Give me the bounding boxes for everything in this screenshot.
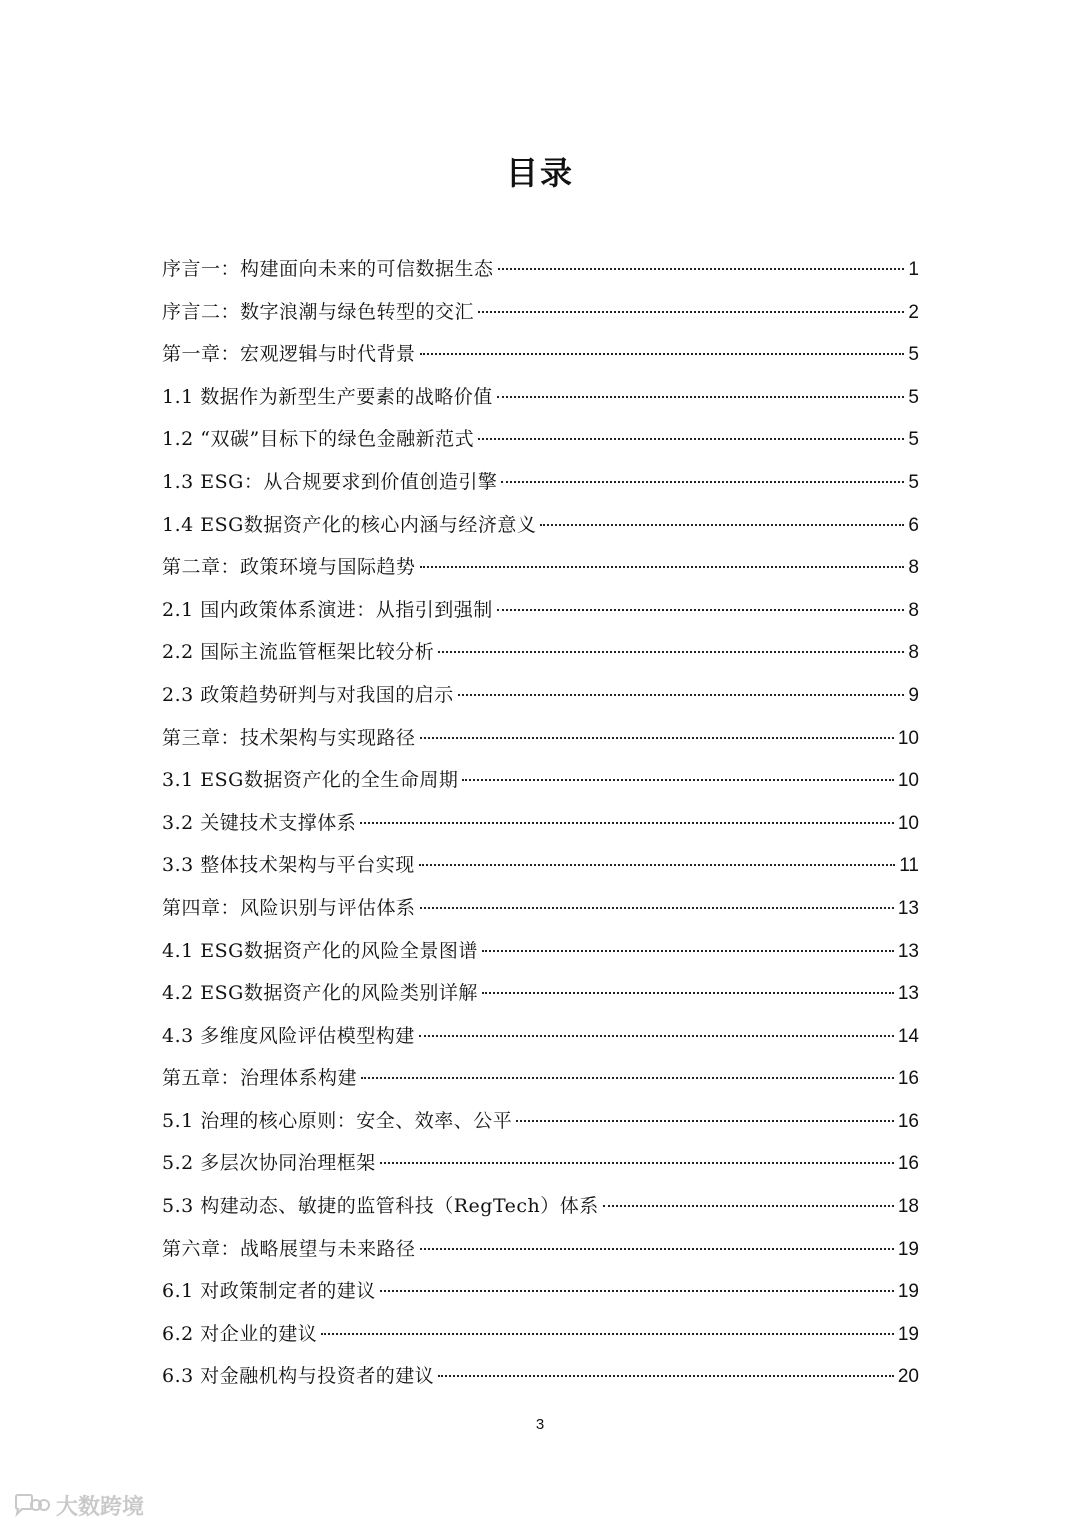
- toc-entry-label: 5.1 治理的核心原则：安全、效率、公平: [162, 1109, 513, 1132]
- toc-entry-label: 第一章：宏观逻辑与时代背景: [162, 343, 416, 366]
- toc-dot-leader: [478, 438, 904, 440]
- toc-entry[interactable]: [162, 844, 919, 887]
- toc-entry-label: 6.1 对政策制定者的建议: [162, 1280, 376, 1303]
- toc-entry-label: 第三章：技术架构与实现路径: [162, 726, 416, 749]
- toc-entry-page: 16: [897, 1110, 919, 1132]
- toc-entry-label: 1.3 ESG：从合规要求到价值创造引擎: [162, 470, 498, 493]
- toc-entry[interactable]: [162, 1057, 919, 1100]
- toc-dot-leader: [458, 694, 905, 696]
- toc-entry-page: 16: [897, 1153, 919, 1175]
- toc-entry[interactable]: [162, 589, 919, 632]
- page-title: 目录: [505, 154, 574, 192]
- toc-dot-leader: [540, 524, 904, 526]
- toc-dot-leader: [462, 779, 894, 781]
- toc-dot-leader: [438, 651, 904, 653]
- toc-entry-label: 3.1 ESG数据资产化的全生命周期: [162, 769, 459, 792]
- toc-entry[interactable]: [162, 333, 919, 376]
- toc-dot-leader: [497, 396, 905, 398]
- toc-entry-page: 8: [908, 599, 919, 621]
- toc-dot-leader: [501, 481, 904, 483]
- toc-entry-label: 3.2 关键技术支撑体系: [162, 811, 357, 834]
- toc-entry-page: 5: [908, 344, 919, 366]
- toc-entry[interactable]: [162, 674, 919, 717]
- toc-dot-leader: [497, 609, 905, 611]
- toc-dot-leader: [420, 1248, 894, 1250]
- toc-entry[interactable]: [162, 418, 919, 461]
- toc-entry-page: 10: [897, 770, 919, 792]
- toc-entry[interactable]: [162, 291, 919, 334]
- toc-dot-leader: [482, 950, 894, 952]
- toc-dot-leader: [482, 992, 894, 994]
- toc-entry-page: 16: [897, 1068, 919, 1090]
- toc-entry-page: 13: [897, 983, 919, 1005]
- toc-entry[interactable]: [162, 972, 919, 1015]
- toc-entry[interactable]: [162, 631, 919, 674]
- toc-entry[interactable]: [162, 1270, 919, 1313]
- toc-entry-label: 1.4 ESG数据资产化的核心内涵与经济意义: [162, 513, 537, 536]
- toc-entry-page: 6: [908, 514, 919, 536]
- toc-dot-leader: [419, 864, 896, 866]
- toc-entry[interactable]: [162, 1142, 919, 1185]
- toc-entry-label: 第五章：治理体系构建: [162, 1067, 358, 1090]
- toc-dot-leader: [420, 907, 894, 909]
- toc-dot-leader: [420, 566, 905, 568]
- toc-entry[interactable]: [162, 546, 919, 589]
- toc-entry-page: 10: [897, 727, 919, 749]
- toc-entry-label: 5.2 多层次协同治理框架: [162, 1152, 376, 1175]
- toc-entry-label: 4.2 ESG数据资产化的风险类别详解: [162, 982, 478, 1005]
- watermark: [12, 1490, 144, 1521]
- toc-entry-label: 2.2 国际主流监管框架比较分析: [162, 641, 435, 664]
- toc-dot-leader: [420, 353, 905, 355]
- toc-entry-label: 1.2 “双碳”目标下的绿色金融新范式: [162, 428, 475, 451]
- toc-dot-leader: [498, 268, 905, 270]
- toc-entry-page: 19: [897, 1238, 919, 1260]
- toc-dot-leader: [478, 311, 904, 313]
- toc-entry-label: 第四章：风险识别与评估体系: [162, 896, 416, 919]
- toc-entry[interactable]: [162, 802, 919, 845]
- toc-entry-page: 14: [897, 1025, 919, 1047]
- toc-dot-leader: [420, 737, 894, 739]
- toc-entry-page: 5: [908, 429, 919, 451]
- toc-entry[interactable]: [162, 248, 919, 291]
- toc-dot-leader: [419, 1035, 894, 1037]
- toc-entry-page: 10: [897, 812, 919, 834]
- page-number: 3: [535, 1416, 545, 1433]
- toc-entry-page: 18: [897, 1196, 919, 1218]
- toc-entry-label: 2.1 国内政策体系演进：从指引到强制: [162, 598, 493, 621]
- speech-bubble-icon: [12, 1493, 50, 1519]
- toc-entry-label: 序言一：构建面向未来的可信数据生态: [162, 258, 494, 280]
- toc-entry-label: 4.1 ESG数据资产化的风险全景图谱: [162, 939, 478, 962]
- toc-entry-page: 9: [908, 684, 919, 706]
- toc-entry-page: 13: [897, 940, 919, 962]
- toc-entry[interactable]: [162, 1313, 919, 1356]
- toc-entry[interactable]: [162, 504, 919, 547]
- toc-entry-page: 5: [908, 471, 919, 493]
- toc-dot-leader: [516, 1120, 894, 1122]
- toc-entry[interactable]: [162, 887, 919, 930]
- toc-entry-label: 6.3 对金融机构与投资者的建议: [162, 1365, 435, 1388]
- table-of-contents: [162, 248, 919, 1398]
- toc-entry[interactable]: [162, 1185, 919, 1228]
- watermark-text: 大数跨境: [56, 1495, 145, 1520]
- toc-entry-page: 19: [897, 1281, 919, 1303]
- toc-dot-leader: [360, 822, 894, 824]
- toc-entry[interactable]: [162, 759, 919, 802]
- toc-entry-page: 5: [908, 386, 919, 408]
- toc-entry-label: 1.1 数据作为新型生产要素的战略价值: [162, 385, 493, 408]
- toc-entry[interactable]: [162, 1228, 919, 1271]
- toc-dot-leader: [438, 1375, 894, 1377]
- toc-entry[interactable]: [162, 717, 919, 760]
- toc-entry-label: 序言二：数字浪潮与绿色转型的交汇: [162, 300, 475, 323]
- toc-entry-page: 11: [899, 855, 919, 877]
- toc-entry-page: 8: [908, 642, 919, 664]
- toc-dot-leader: [380, 1162, 894, 1164]
- toc-entry-label: 第二章：政策环境与国际趋势: [162, 556, 416, 579]
- toc-entry-page: 13: [897, 897, 919, 919]
- toc-entry-label: 2.3 政策趋势研判与对我国的启示: [162, 683, 454, 706]
- toc-entry[interactable]: [162, 461, 919, 504]
- toc-entry-label: 第六章：战略展望与未来路径: [162, 1237, 416, 1260]
- toc-dot-leader: [380, 1290, 894, 1292]
- toc-entry[interactable]: [162, 1100, 919, 1143]
- toc-dot-leader: [321, 1333, 894, 1335]
- toc-entry-page: 20: [897, 1366, 919, 1388]
- toc-entry-label: 6.2 对企业的建议: [162, 1322, 318, 1345]
- toc-entry-page: 8: [908, 557, 919, 579]
- toc-entry-label: 4.3 多维度风险评估模型构建: [162, 1024, 415, 1047]
- toc-entry-label: 3.3 整体技术架构与平台实现: [162, 854, 415, 877]
- toc-entry-page: 1: [908, 259, 919, 280]
- toc-entry-page: 19: [897, 1323, 919, 1345]
- toc-entry-page: 2: [908, 301, 919, 323]
- toc-dot-leader: [361, 1077, 894, 1079]
- toc-entry-label: 5.3 构建动态、敏捷的监管科技（RegTech）体系: [162, 1195, 599, 1218]
- toc-entry[interactable]: [162, 376, 919, 419]
- toc-entry[interactable]: [162, 930, 919, 973]
- toc-dot-leader: [603, 1205, 894, 1207]
- toc-entry[interactable]: [162, 1015, 919, 1058]
- toc-entry[interactable]: [162, 1355, 919, 1398]
